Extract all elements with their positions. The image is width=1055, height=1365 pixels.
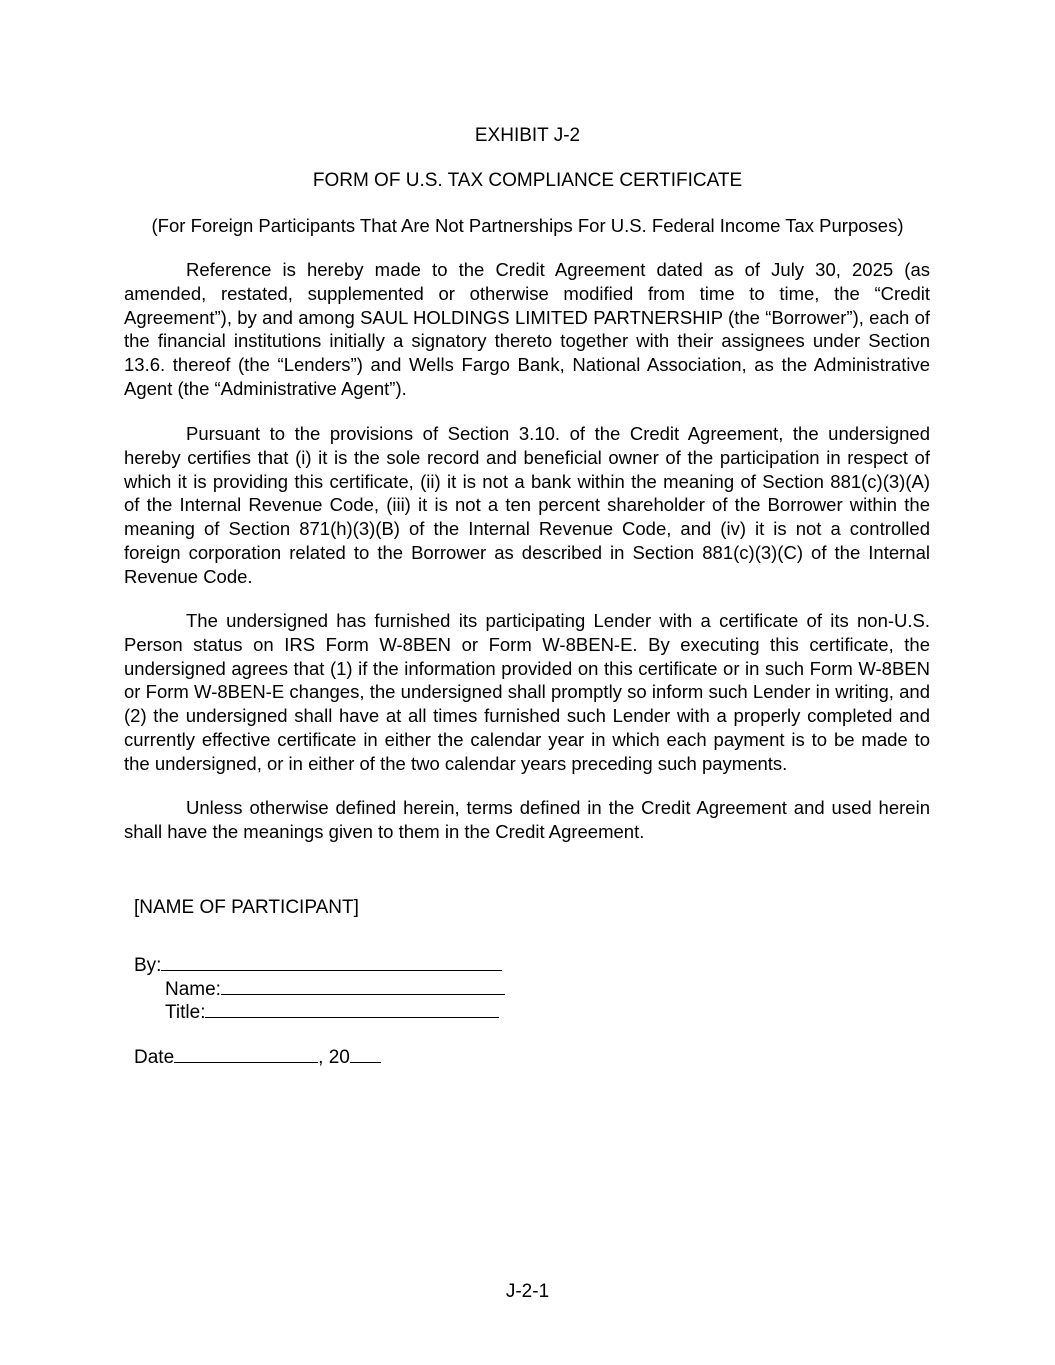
title-label: Title:: [165, 1002, 206, 1023]
document-title: FORM OF U.S. TAX COMPLIANCE CERTIFICATE: [312, 170, 743, 191]
year-prefix: , 20: [318, 1047, 350, 1068]
date-line: [134, 1044, 381, 1070]
participant-name-placeholder: [NAME OF PARTICIPANT]: [134, 897, 359, 918]
year-field[interactable]: [350, 1044, 381, 1063]
paragraph-text: Pursuant to the provisions of Section 3.10. of the Credit Agreement, the undersigned hereby certifies that (i) it is the sole record and beneficial owner of the participation in respect of which it is providing this certificate, (ii) it is not a bank within the meaning of Section 881(c)(3)(A) of the Internal Revenue Code, (iii) it is not a ten percent shareholder of the Borrower within the meaning of Section 871(h)(3)(B) of the Internal Revenue Code, and (iv) it is not a controlled foreign corporation related to the Borrower as described in Section 881(c)(3)(C) of the Internal Revenue Code.: [124, 423, 930, 587]
paragraph-text: Unless otherwise defined herein, terms defined in the Credit Agreement and used herein shall have the meanings given to them in the Credit Agreement.: [124, 797, 930, 842]
date-field[interactable]: [174, 1044, 318, 1063]
paragraph-text: The undersigned has furnished its participating Lender with a certificate of its non-U.S. Person status on IRS Form W-8BEN or Form W-8BEN-E. By executing this certificate, the undersigned agrees that (1) if the information provided on this certificate or in such Form W-8BEN or Form W-8BEN-E changes, the undersigned shall promptly so inform such Lender in writing, and (2) the undersigned shall have at all times furnished such Lender with a properly completed and currently effective certificate in either the calendar year in which each payment is to be made to the undersigned, or in either of the two calendar years preceding such payments.: [124, 610, 930, 774]
document-subtitle: (For Foreign Participants That Are Not Partnerships For U.S. Federal Income Tax Purposes): [151, 215, 904, 236]
paragraph-text: Reference is hereby made to the Credit Agreement dated as of July 30, 2025 (as amended, restated, supplemented or otherwise modified from time to time, the “Credit Agreement”), by and among SAUL HOLDINGS LIMITED PARTNERSHIP (the “Borrower”), each of the financial institutions initially a signatory thereto together with their assignees under Section 13.6. thereof (the “Lenders”) and Wells Fargo Bank, National Association, as the Administrative Agent (the “Administrative Agent”).: [124, 259, 930, 399]
paragraph-form-status: [124, 609, 930, 776]
date-label: Date: [134, 1047, 175, 1068]
page-number: J-2-1: [505, 1281, 550, 1302]
name-field[interactable]: [221, 976, 505, 995]
paragraph-definitions: [124, 796, 930, 844]
name-label: Name:: [165, 979, 221, 1000]
signature-title-line: [165, 999, 499, 1025]
paragraph-certification: [124, 422, 930, 589]
paragraph-reference: [124, 258, 930, 401]
title-field[interactable]: [205, 999, 499, 1018]
by-label: By:: [134, 955, 162, 976]
exhibit-heading: EXHIBIT J-2: [474, 125, 581, 146]
signature-by-line: [134, 952, 502, 978]
by-signature-field[interactable]: [161, 952, 502, 971]
